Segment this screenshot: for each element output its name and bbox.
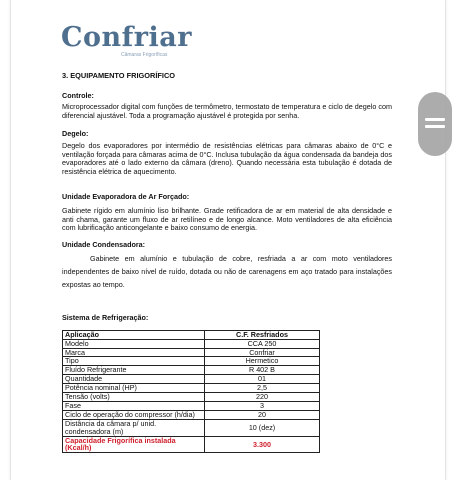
- table-cell-label: Distância da câmara p/ unid. condensadora (m): [63, 419, 205, 436]
- table-row: [63, 401, 320, 410]
- evaporadora-text: Gabinete rígido em alumínio liso brilhante. Grade retificadora de ar em material de alta densidade e anti chama, garante um fluxo de ar retilíneo e de longo alcance. Moto ventiladores de alta eficiência com lubrificação anticongelante e baixo consumo de energia.: [62, 205, 392, 233]
- table-cell-value: Confriar: [205, 348, 320, 357]
- confriar-logo: [61, 22, 192, 58]
- table-row-highlight: [63, 436, 320, 453]
- table-cell-value: 2,5: [205, 384, 320, 393]
- menu-button[interactable]: [418, 92, 452, 156]
- table-header-cell: Aplicação: [63, 330, 205, 339]
- table-cell-label: Modelo: [63, 339, 205, 348]
- table-row: [63, 348, 320, 357]
- table-cell-value: 220: [205, 393, 320, 402]
- table-body: [63, 339, 320, 453]
- table-row: [63, 419, 320, 436]
- refrigeration-spec-table: [62, 330, 320, 454]
- table-cell-value: 3: [205, 401, 320, 410]
- table-cell-value: 3.300: [205, 436, 320, 453]
- document-content: [62, 72, 392, 453]
- table-cell-label: Ciclo de operação do compressor (h/dia): [63, 410, 205, 419]
- sistema-heading: Sistema de Refrigeração:: [62, 313, 149, 323]
- table-row: [63, 339, 320, 348]
- condensadora-heading: Unidade Condensadora:: [62, 239, 146, 249]
- table-row: [63, 410, 320, 419]
- logo-tagline: Câmaras Frigoríficas: [121, 52, 168, 58]
- table-header-cell: C.F. Resfriados: [205, 330, 320, 339]
- table-cell-label: Tensão (volts): [63, 393, 205, 402]
- evaporadora-heading: Unidade Evaporadora de Ar Forçado:: [62, 192, 190, 202]
- controle-heading: Controle:: [62, 90, 94, 100]
- table-row: [63, 393, 320, 402]
- table-cell-value: 01: [205, 375, 320, 384]
- degelo-text: Degelo dos evaporadores por intermédio de resistências elétricas para câmaras abaixo de 0°C e ventilação forçada para câmaras acima de 0°C. Inclusa tubulação da água condensada da bandeja dos evaporadores até o lado externo da câmara (dreno). Quando necessária esta tubulação é dotada de resistência elétrica de aquecimento.: [62, 140, 392, 176]
- condensadora-text: Gabinete em alumínio e tubulação de cobre, resfriada a ar com moto ventiladores independentes de baixo nível de ruído, dotada ou não de carenagens em aço tratado para instalações expostas ao tempo.: [62, 254, 392, 289]
- table-cell-value: CCA 250: [205, 339, 320, 348]
- table-cell-label: Potência nominal (HP): [63, 384, 205, 393]
- table-cell-label: Marca: [63, 348, 205, 357]
- table-cell-value: 10 (dez): [205, 419, 320, 436]
- table-cell-label: Tipo: [63, 357, 205, 366]
- table-cell-value: 20: [205, 410, 320, 419]
- document-page: [10, 0, 446, 480]
- table-cell-label: Capacidade Frigorífica instalada (Kcal/h): [63, 436, 205, 453]
- degelo-heading: Degelo:: [62, 129, 89, 139]
- table-cell-label: Fase: [63, 401, 205, 410]
- table-cell-value: R 402 B: [205, 366, 320, 375]
- table-header-row: [63, 330, 320, 339]
- section-title: 3. EQUIPAMENTO FRIGORÍFICO: [62, 71, 176, 80]
- controle-text: Microprocessador digital com funções de termômetro, termostato de temperatura e ciclo de degelo com diferencial ajustável. Toda a programação ajustável é protegida por senha.: [62, 102, 392, 120]
- table-cell-value: Hermetico: [205, 357, 320, 366]
- table-cell-label: Quantidade: [63, 375, 205, 384]
- logo-wordmark: Confriar: [61, 22, 192, 53]
- table-cell-label: Fluído Refrigerante: [63, 366, 205, 375]
